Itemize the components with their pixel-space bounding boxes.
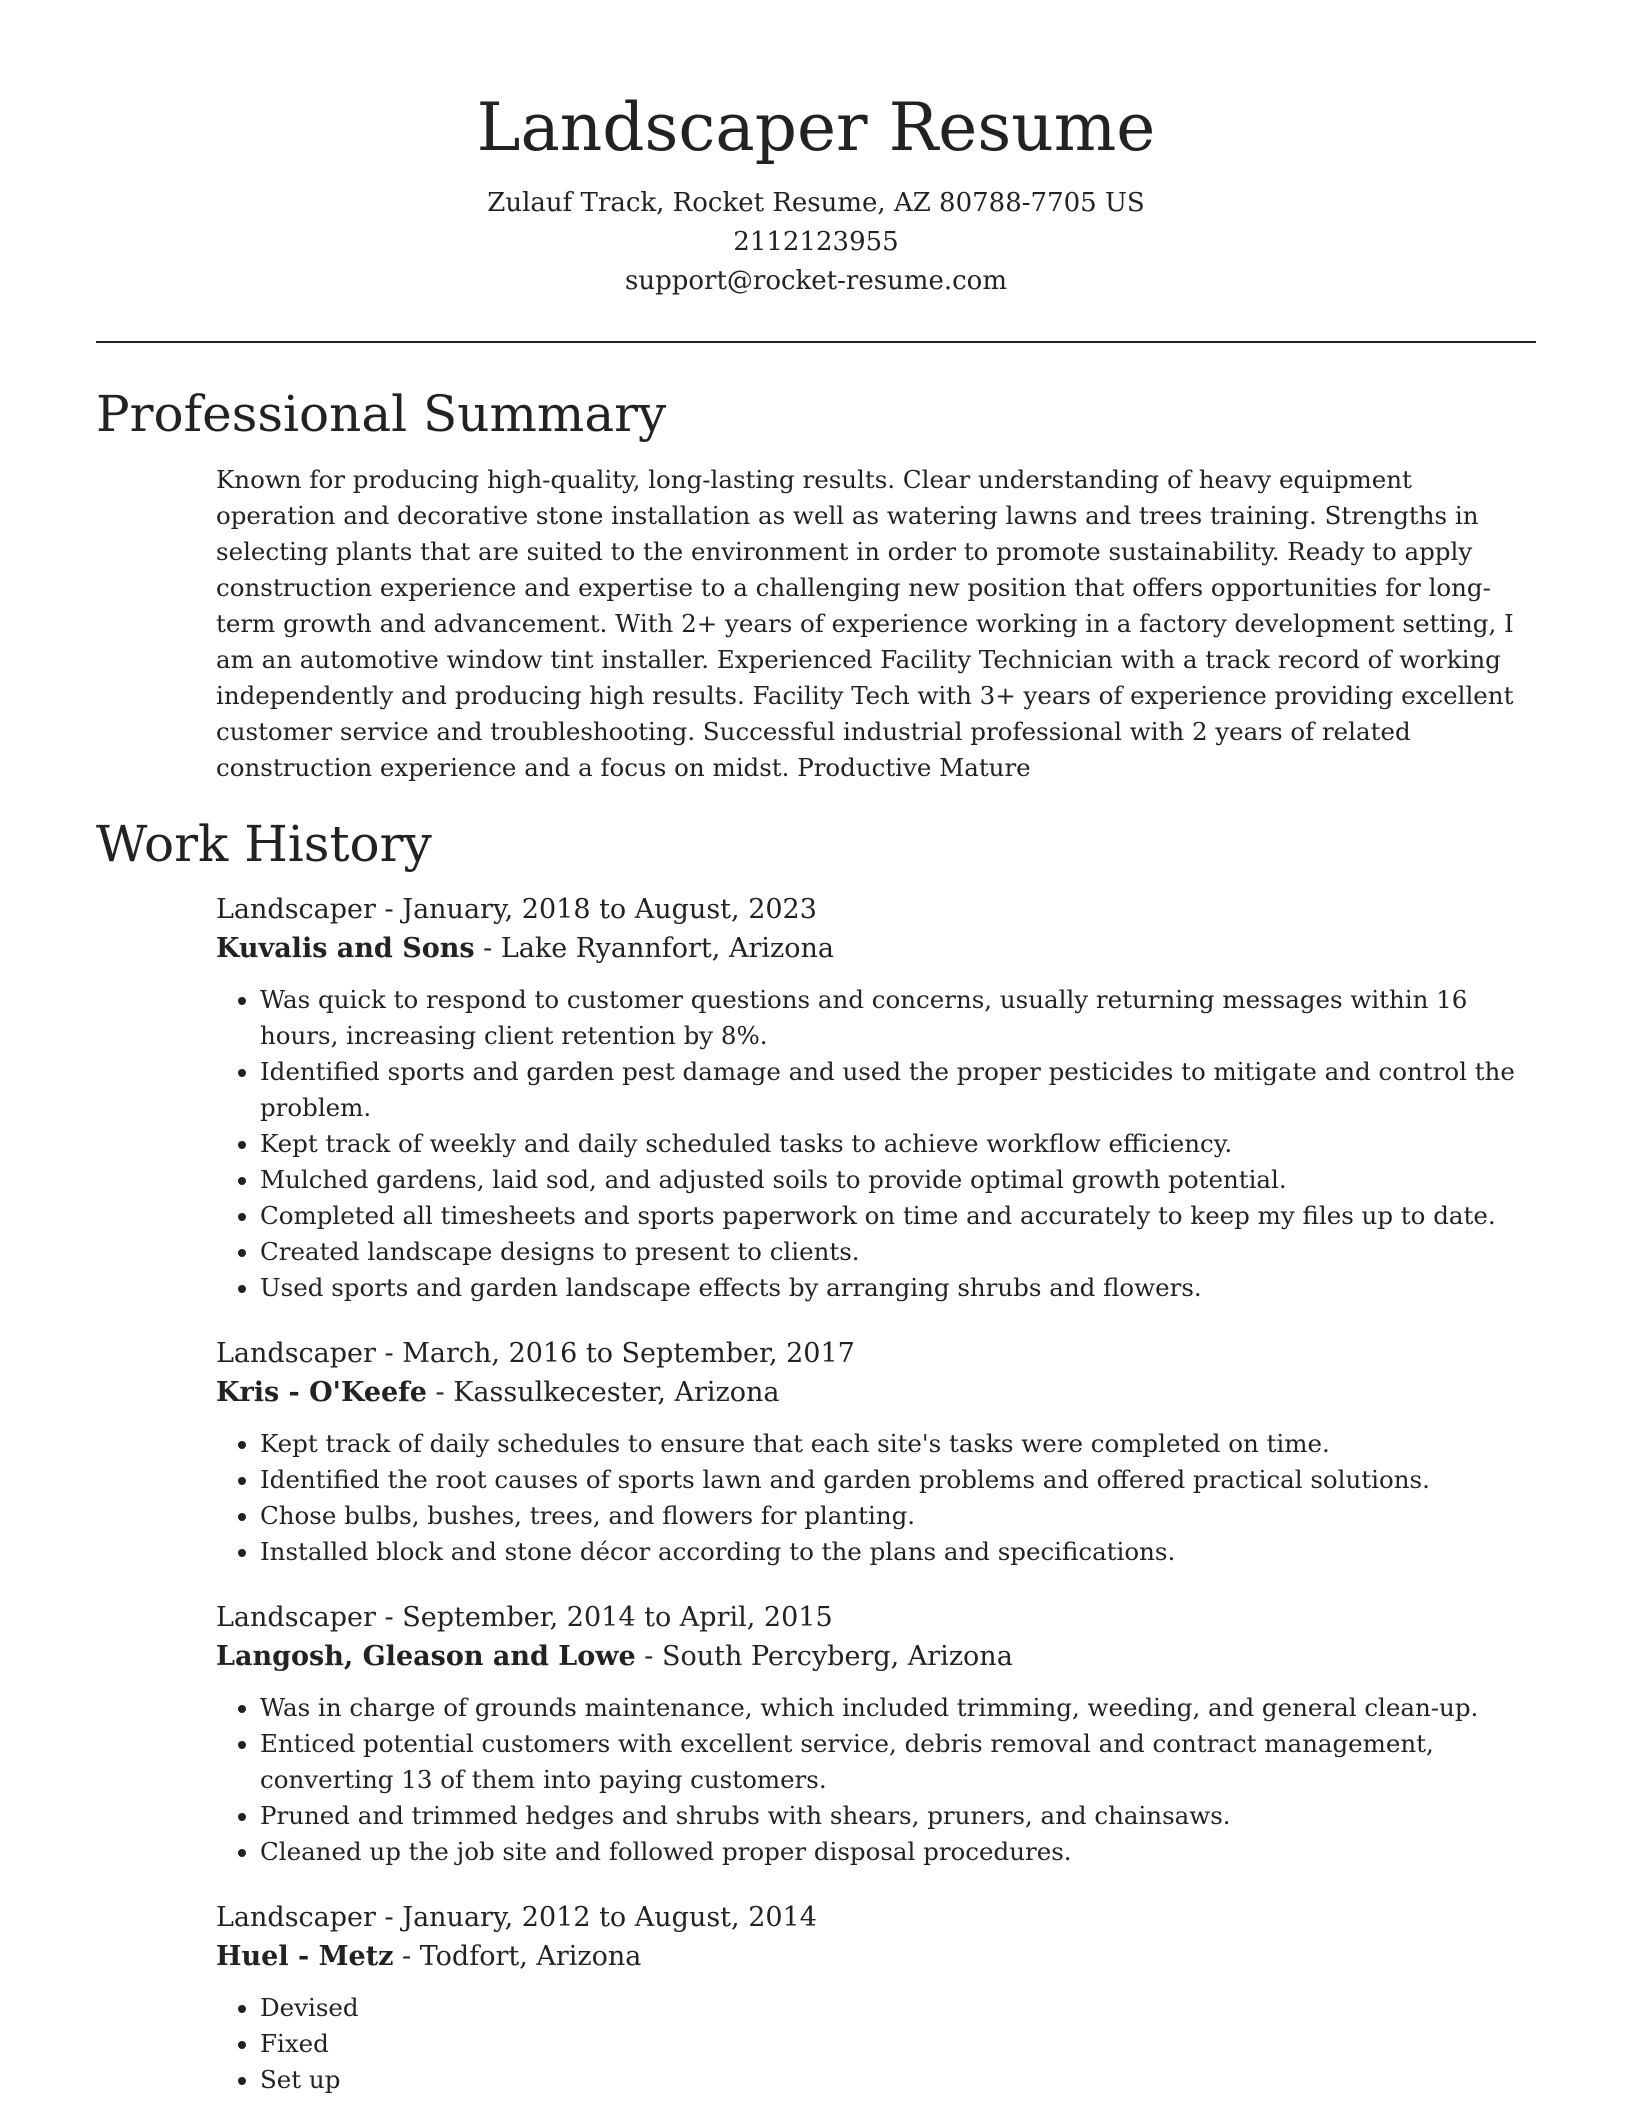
job-bullets xyxy=(216,1690,1536,1870)
contact-address: Zulauf Track, Rocket Resume, AZ 80788-7705 US xyxy=(487,188,1145,218)
work-history-list xyxy=(216,890,1536,2112)
list-item: • Pruned and trimmed hedges and shrubs with shears, pruners, and chainsaws. xyxy=(260,1798,1536,1834)
job-dates: September, 2014 to April, 2015 xyxy=(402,1602,833,1633)
list-item: • Completed all timesheets and sports paperwork on time and accurately to keep my files up to date. xyxy=(260,1198,1536,1234)
contact-block xyxy=(0,184,1632,301)
job-company-line: Kuvalis and Sons - Lake Ryannfort, Arizona xyxy=(216,933,834,964)
job-company-line: Huel - Metz - Todfort, Arizona xyxy=(216,1941,642,1972)
contact-phone: 2112123955 xyxy=(733,227,899,257)
company-location: Todfort, Arizona xyxy=(419,1941,642,1972)
company-name: Kris - O'Keefe xyxy=(216,1377,427,1408)
job-bullets xyxy=(216,1426,1536,1570)
job-bullets xyxy=(216,982,1536,1306)
list-item: • Was in charge of grounds maintenance, which included trimming, weeding, and general clean-up. xyxy=(260,1690,1536,1726)
work-history-heading: Work History xyxy=(96,815,432,873)
resume-header xyxy=(0,0,1632,301)
header-divider xyxy=(96,341,1536,343)
job-entry xyxy=(216,1898,1536,2098)
list-item: • Devised xyxy=(260,1990,1536,2026)
company-location: Lake Ryannfort, Arizona xyxy=(500,933,834,964)
list-item: • Identified sports and garden pest damage and used the proper pesticides to mitigate and control the problem. xyxy=(260,1054,1536,1126)
job-title-line: Landscaper - January, 2012 to August, 2014 xyxy=(216,1902,817,1933)
list-item: • Installed block and stone décor according to the plans and specifications. xyxy=(260,1534,1536,1570)
contact-email: support@rocket-resume.com xyxy=(624,266,1007,296)
company-name: Langosh, Gleason and Lowe xyxy=(216,1641,636,1672)
list-item: • Fixed xyxy=(260,2026,1536,2062)
list-item: • Was quick to respond to customer questions and concerns, usually returning messages within 16 hours, increasing client retention by 8%. xyxy=(260,982,1536,1054)
job-entry xyxy=(216,890,1536,1306)
summary-paragraph: Known for producing high-quality, long-lasting results. Clear understanding of heavy equipment operation and decorative stone installation as well as watering lawns and trees training. Strengths in selecting plants that are suited to the environment in order to promote sustainability. Ready to apply construction experience and expertise to a challenging new position that offers opportunities for long-term growth and advancement. With 2+ years of experience working in a factory development setting, I am an automotive window tint installer. Experienced Facility Technician with a track record of working independently and producing high results. Facility Tech with 3+ years of experience providing excellent customer service and troubleshooting. Successful industrial professional with 2 years of related construction experience and a focus on midst. Productive Mature xyxy=(216,465,1514,782)
job-dates: March, 2016 to September, 2017 xyxy=(402,1338,855,1369)
job-title: Landscaper xyxy=(216,894,376,925)
list-item: • Kept track of daily schedules to ensure that each site's tasks were completed on time. xyxy=(260,1426,1536,1462)
list-item: • Created landscape designs to present to clients. xyxy=(260,1234,1536,1270)
resume-title: Landscaper Resume xyxy=(476,89,1156,166)
job-company-line: Kris - O'Keefe - Kassulkecester, Arizona xyxy=(216,1377,780,1408)
job-company-line: Langosh, Gleason and Lowe - South Percyberg, Arizona xyxy=(216,1641,1013,1672)
job-dates: January, 2012 to August, 2014 xyxy=(402,1902,817,1933)
list-item: • Used sports and garden landscape effects by arranging shrubs and flowers. xyxy=(260,1270,1536,1306)
list-item: • Chose bulbs, bushes, trees, and flowers for planting. xyxy=(260,1498,1536,1534)
job-entry xyxy=(216,1598,1536,1870)
job-title-line: Landscaper - March, 2016 to September, 2017 xyxy=(216,1338,855,1369)
list-item: • Enticed potential customers with excellent service, debris removal and contract management, converting 13 of them into paying customers. xyxy=(260,1726,1536,1798)
list-item: • Cleaned up the job site and followed proper disposal procedures. xyxy=(260,1834,1536,1870)
list-item: • Kept track of weekly and daily scheduled tasks to achieve workflow efficiency. xyxy=(260,1126,1536,1162)
company-name: Kuvalis and Sons xyxy=(216,933,475,964)
list-item: • Identified the root causes of sports lawn and garden problems and offered practical solutions. xyxy=(260,1462,1536,1498)
company-location: South Percyberg, Arizona xyxy=(661,1641,1013,1672)
list-item: • Mulched gardens, laid sod, and adjusted soils to provide optimal growth potential. xyxy=(260,1162,1536,1198)
job-entry xyxy=(216,1334,1536,1570)
company-location: Kassulkecester, Arizona xyxy=(453,1377,780,1408)
summary-heading: Professional Summary xyxy=(96,385,667,443)
job-dates: January, 2018 to August, 2023 xyxy=(402,894,817,925)
job-title-line: Landscaper - January, 2018 to August, 2023 xyxy=(216,894,817,925)
company-name: Huel - Metz xyxy=(216,1941,394,1972)
job-title: Landscaper xyxy=(216,1338,376,1369)
job-title-line: Landscaper - September, 2014 to April, 2015 xyxy=(216,1602,833,1633)
job-bullets xyxy=(216,1990,1536,2098)
list-item: • Set up xyxy=(260,2062,1536,2098)
job-title: Landscaper xyxy=(216,1902,376,1933)
job-title: Landscaper xyxy=(216,1602,376,1633)
